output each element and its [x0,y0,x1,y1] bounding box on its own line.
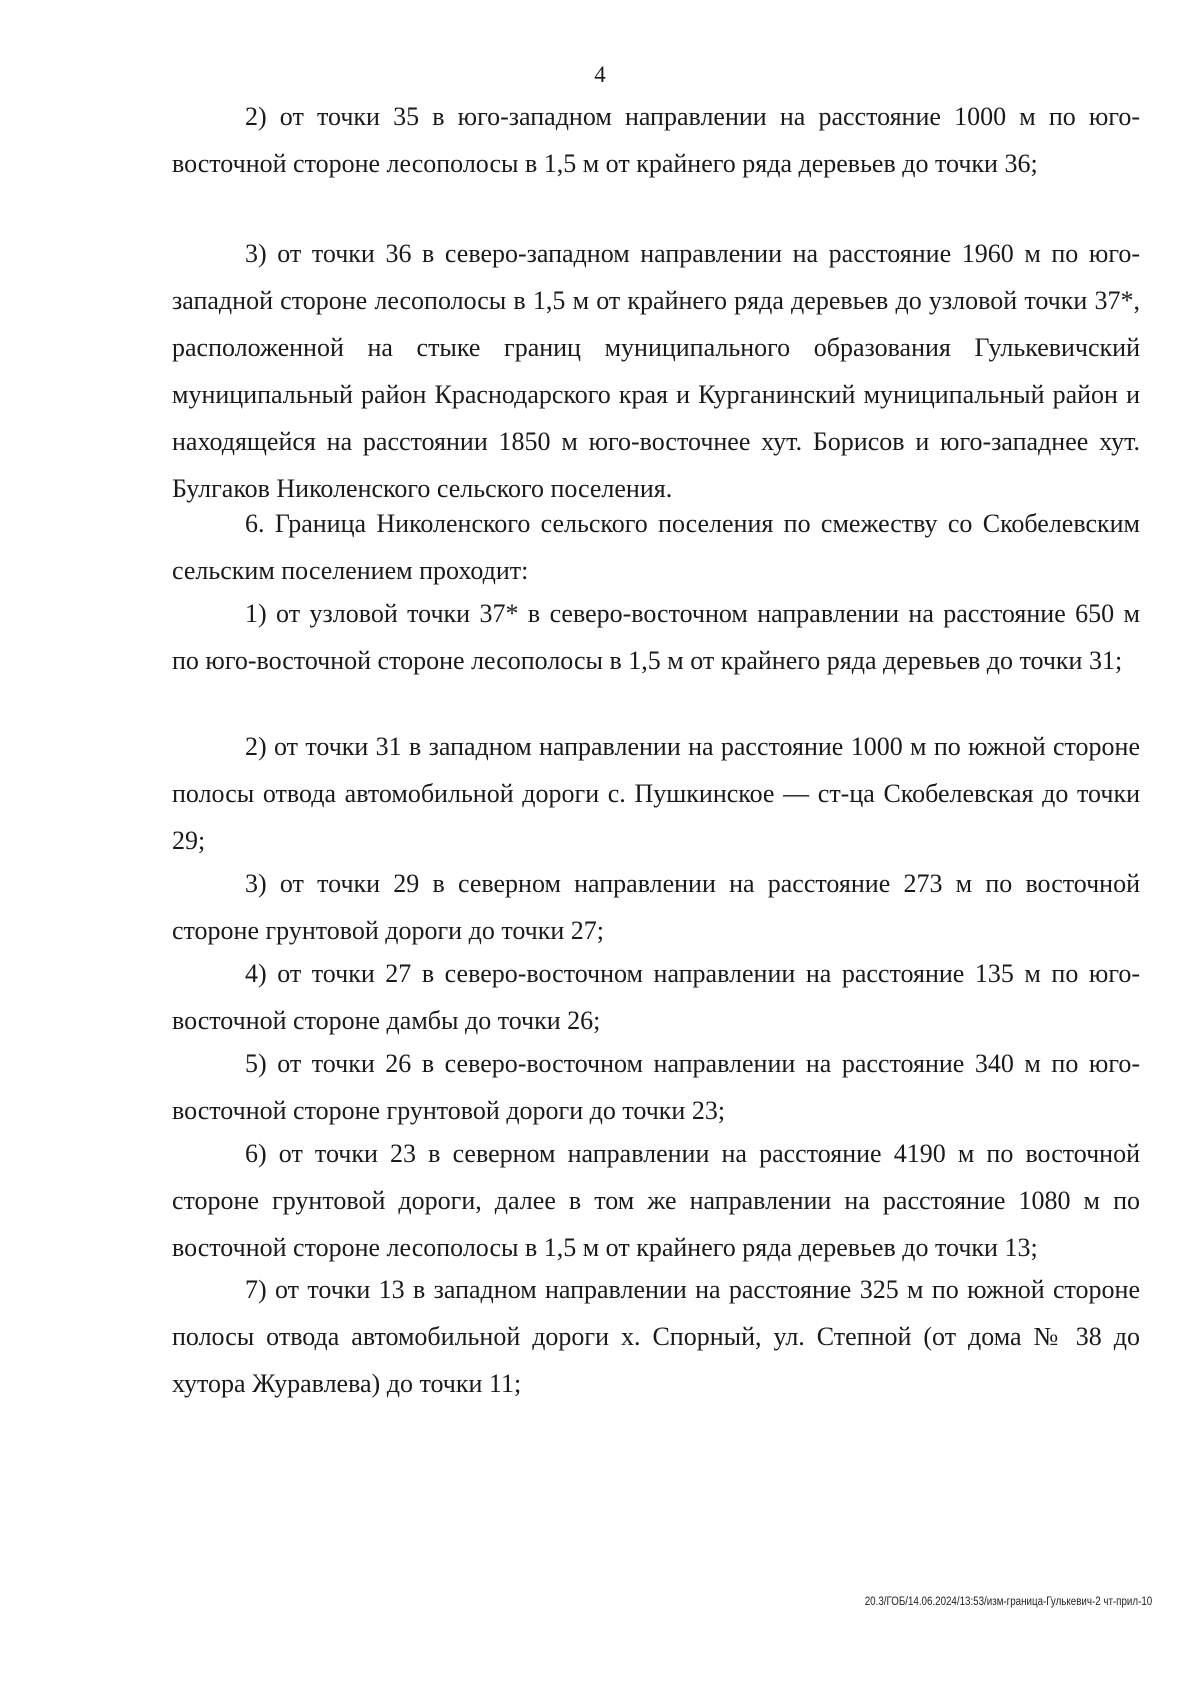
paragraph-3: 6. Граница Николенского сельского поселения по смежеству со Скобелевским сельским поселением проходит: [172,509,1140,585]
paragraph-2: 3) от точки 36 в северо-западном направлении на расстояние 1960 м по юго-западной стороне лесополосы в 1,5 м от крайнего ряда деревьев до узловой точки 37*, расположенной на стыке границ муниципального образования Гулькевичский муниципальный район Краснодарского края и Курганинский муниципальный район и находящейся на расстоянии 1850 м юго-восточнее хут. Борисов и юго-западнее хут. Булгаков Николенского сельского поселения. [172,239,1140,503]
paragraph-6: 3) от точки 29 в северном направлении на расстояние 273 м по восточной стороне грунтовой дороги до точки 27; [172,869,1140,945]
paragraph-4: 1) от узловой точки 37* в северо-восточном направлении на расстояние 650 м по юго-восточной стороне лесополосы в 1,5 м от крайнего ряда деревьев до точки 31; [172,599,1140,675]
page-number: 4 [594,62,606,87]
paragraph-8: 5) от точки 26 в северо-восточном направлении на расстояние 340 м по юго-восточной стороне грунтовой дороги до точки 23; [172,1049,1140,1125]
paragraph-1: 2) от точки 35 в юго-западном направлении на расстояние 1000 м по юго-восточной стороне лесополосы в 1,5 м от крайнего ряда деревьев до точки 36; [172,102,1140,178]
paragraph-5: 2) от точки 31 в западном направлении на расстояние 1000 м по южной стороне полосы отвода автомобильной дороги с. Пушкинское — ст-ца Скобелевская до точки 29; [172,732,1140,855]
paragraph-10: 7) от точки 13 в западном направлении на расстояние 325 м по южной стороне полосы отвода автомобильной дороги х. Спорный, ул. Степной (от дома № 38 до хутора Журавлева) до точки 11; [172,1275,1140,1398]
paragraph-9: 6) от точки 23 в северном направлении на расстояние 4190 м по восточной стороне грунтовой дороги, далее в том же направлении на расстояние 1080 м по восточной стороне лесополосы в 1,5 м от крайнего ряда деревьев до точки 13; [172,1139,1140,1262]
document-footer: 20.3/ГОБ/14.06.2024/13:53/изм-граница-Гулькевич-2 чт-прил-10 [864,1596,1152,1608]
paragraph-7: 4) от точки 27 в северо-восточном направлении на расстояние 135 м по юго-восточной стороне дамбы до точки 26; [172,959,1140,1035]
